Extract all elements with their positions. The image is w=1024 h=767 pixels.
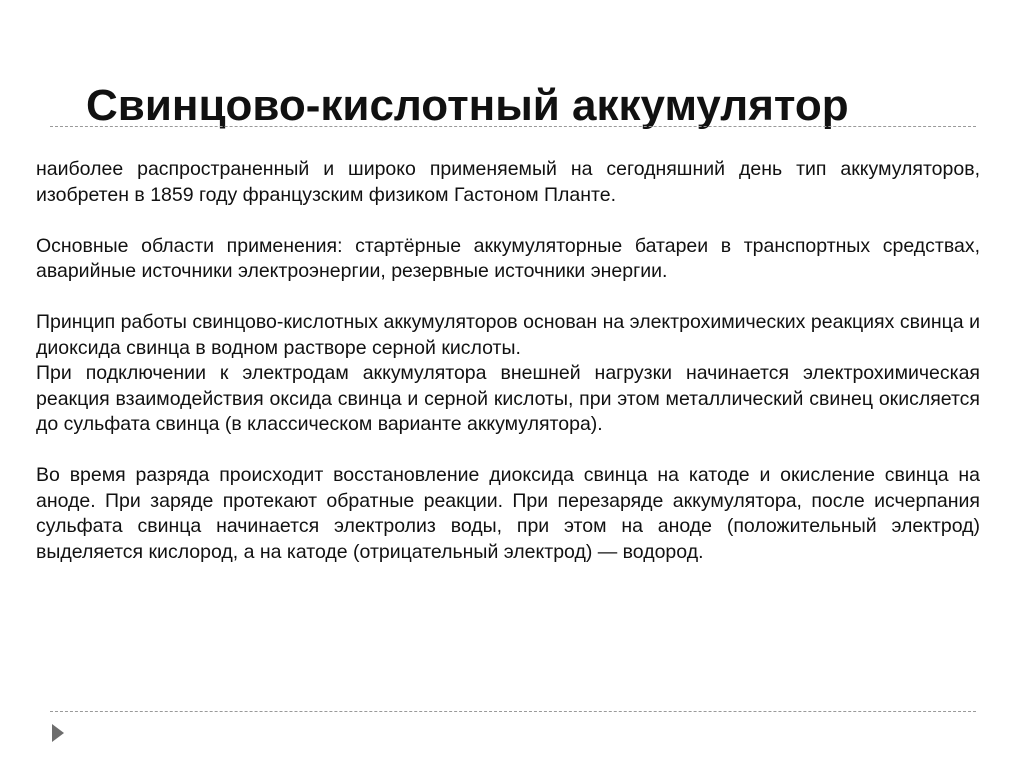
triangle-right-icon[interactable] bbox=[52, 724, 64, 742]
paragraph-charge-cycle: Во время разряда происходит восстановление диоксида свинца на катоде и окисление свинца на аноде. При заряде протекают обратные реакции. При перезаряде аккумулятора, после исчерпания сульфата свинца начинается электролиз воды, при этом на аноде (положительный электрод) выделяется кислород, а на катоде (отрицательный электрод) — водород. bbox=[36, 464, 980, 563]
title-divider bbox=[50, 126, 976, 127]
footer-divider bbox=[50, 711, 976, 712]
paragraph-applications: Основные области применения: стартёрные аккумуляторные батареи в транспортных средствах, аварийные источники электроэнергии, резервные источники энергии. bbox=[36, 234, 980, 282]
paragraph-discharge-reaction: При подключении к электродам аккумулятора внешней нагрузки начинается электрохимическая реакция взаимодействия оксида свинца и серной кислоты, при этом металлический свинец окисляется до сульфата свинца (в классическом варианте аккумулятора). bbox=[36, 362, 980, 435]
slide-title: Свинцово-кислотный аккумулятор bbox=[86, 81, 849, 130]
paragraph-definition: наиболее распространенный и широко применяемый на сегодняшний день тип аккумуляторов, изобретен в 1859 году французским физиком Гастоном Планте. bbox=[36, 158, 980, 206]
slide-body bbox=[36, 157, 980, 565]
paragraph-principle: Принцип работы свинцово-кислотных аккумуляторов основан на электрохимических реакциях свинца и диоксида свинца в водном растворе серной кислоты. bbox=[36, 311, 980, 359]
